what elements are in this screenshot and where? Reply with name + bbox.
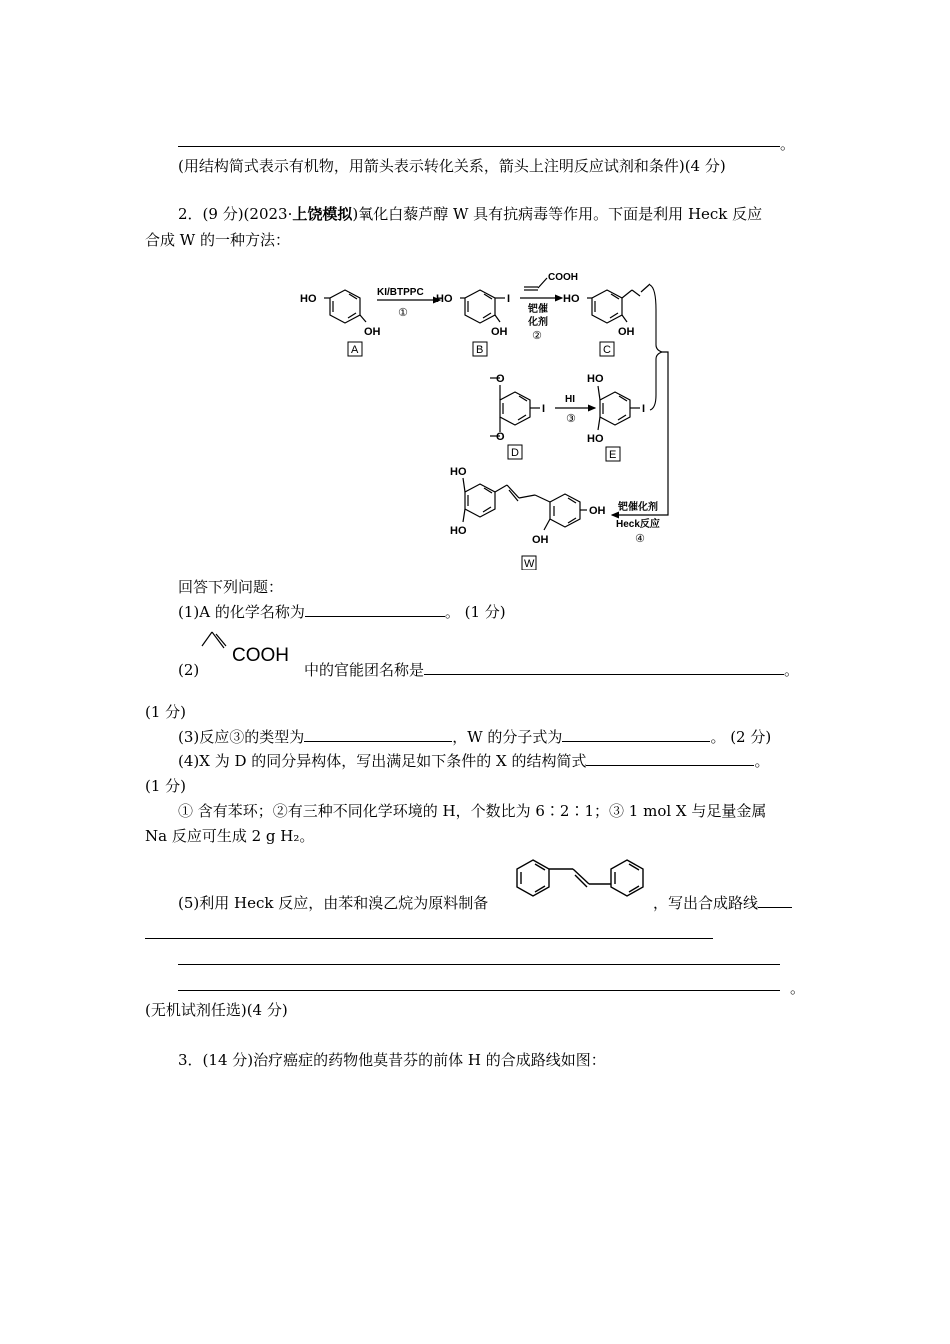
q2-intro: 回答下列问题： (178, 578, 284, 596)
q2-part3-score: 。 (2 分) (710, 728, 772, 746)
molecule-E (598, 386, 640, 430)
W-HO-bottom: HO (450, 525, 467, 537)
molecule-D (490, 378, 540, 436)
q2-part3 (178, 727, 771, 747)
q2-part5-post: ，写出合成路线 (653, 894, 759, 912)
q2-part1-score: 。 (1 分) (444, 603, 506, 621)
answer-blank-4[interactable] (586, 751, 754, 766)
answer-blank-3b[interactable] (562, 727, 710, 742)
instruction-note: (用结构简式表示有机物，用箭头表示转化关系，箭头上注明反应试剂和条件)(4 分) (178, 157, 726, 175)
q2-part4 (178, 751, 770, 771)
E-I: I (642, 403, 646, 415)
reagent-3: HI (565, 394, 575, 405)
step-4: ④ (635, 533, 645, 545)
B-I: I (507, 293, 511, 305)
q3-heading: 3．(14 分)治疗癌症的药物他莫昔芬的前体 H 的合成路线如图： (178, 1051, 606, 1069)
label-D: D (511, 447, 519, 459)
step-2: ② (532, 330, 542, 342)
answer-blank-5a[interactable] (758, 893, 792, 908)
q2-heading (178, 204, 762, 224)
catalyst-2a: 钯催 (528, 304, 548, 315)
acrylic-acid-reagent (524, 278, 547, 290)
answer-line-5d[interactable] (178, 990, 780, 991)
q2-part2-end: 。 (784, 661, 800, 679)
q2-heading-pre: 2．(9 分)(2023· (178, 205, 293, 223)
label-E: E (609, 449, 617, 461)
stilbene-structure (513, 852, 653, 912)
D-I: I (542, 403, 546, 415)
A-HO: HO (300, 293, 317, 305)
D-O-bottom: O (496, 431, 505, 443)
label-C: C (603, 344, 611, 356)
q2-part4-text: (4)X 为 D 的同分异构体，写出满足如下条件的 X 的结构简式 (178, 752, 587, 770)
q2-part5-end: 。 (790, 979, 806, 997)
molecule-A (324, 290, 366, 323)
brace (650, 285, 662, 410)
W-OH-ortho: OH (532, 534, 549, 546)
molecule-B (460, 290, 505, 323)
q2-part3-text: (3)反应③的类型为 (178, 728, 305, 746)
label-A: A (351, 344, 359, 356)
A-OH: OH (364, 326, 381, 338)
reagent-2-cooh: COOH (548, 272, 578, 283)
C-OH: OH (618, 326, 635, 338)
B-HO: HO (436, 293, 453, 305)
step-1: ① (398, 307, 408, 319)
C-HO: HO (563, 293, 580, 305)
q2-part1 (178, 602, 506, 622)
reagent-4b: Heck反应 (616, 519, 660, 530)
label-W: W (524, 558, 535, 570)
catalyst-2b: 化剂 (528, 317, 548, 328)
answer-line-5c[interactable] (178, 964, 780, 965)
answer-end-mark: 。 (780, 135, 796, 153)
reagent-1: KI/BTPPC (377, 287, 424, 298)
q2-part3-mid: ，W 的分子式为 (452, 728, 563, 746)
q2-part5-note: (无机试剂任选)(4 分) (145, 1001, 288, 1019)
D-O-top: O (496, 373, 505, 385)
B-OH: OH (491, 326, 508, 338)
label-B: B (476, 344, 484, 356)
answer-blank-3a[interactable] (304, 727, 452, 742)
answer-line-5b[interactable] (145, 938, 713, 939)
acrylic-acid-cooh: COOH (232, 645, 289, 666)
answer-line-top (178, 146, 780, 147)
q2-part5 (653, 893, 792, 913)
q2-conditions-2: Na 反应可生成 2 g H₂。 (145, 827, 315, 845)
q2-part1-text: (1)A 的化学名称为 (178, 603, 305, 621)
q2-part2-text: 中的官能团名称是 (304, 661, 425, 679)
q2-part4-score: (1 分) (145, 777, 187, 795)
q2-part2 (304, 660, 799, 680)
q2-conditions-1: ① 含有苯环；②有三种不同化学环境的 H，个数比为 6∶2∶1；③ 1 mol X 与足量金属 (178, 802, 767, 820)
q2-part5-text: (5)利用 Heck 反应，由苯和溴乙烷为原料制备 (178, 894, 489, 912)
molecule-W (463, 478, 587, 530)
answer-blank-1[interactable] (305, 602, 445, 617)
q2-part2-label: (2) (178, 661, 200, 679)
q2-source: 上饶模拟 (292, 205, 353, 223)
q2-heading-post: )氧化白藜芦醇 W 具有抗病毒等作用。下面是利用 Heck 反应 (352, 205, 763, 223)
reagent-4a: 钯催化剂 (618, 502, 658, 513)
step-3: ③ (566, 413, 576, 425)
W-OH-para: OH (589, 505, 606, 517)
E-HO-bottom: HO (587, 433, 604, 445)
answer-blank-2[interactable] (424, 660, 784, 675)
q2-part4-end: 。 (754, 752, 770, 770)
W-HO-top: HO (450, 466, 467, 478)
E-HO-top: HO (587, 373, 604, 385)
q2-part2-score: (1 分) (145, 703, 187, 721)
reaction-scheme (300, 270, 720, 570)
q2-heading-cont: 合成 W 的一种方法： (145, 231, 290, 249)
molecule-C (587, 284, 650, 323)
